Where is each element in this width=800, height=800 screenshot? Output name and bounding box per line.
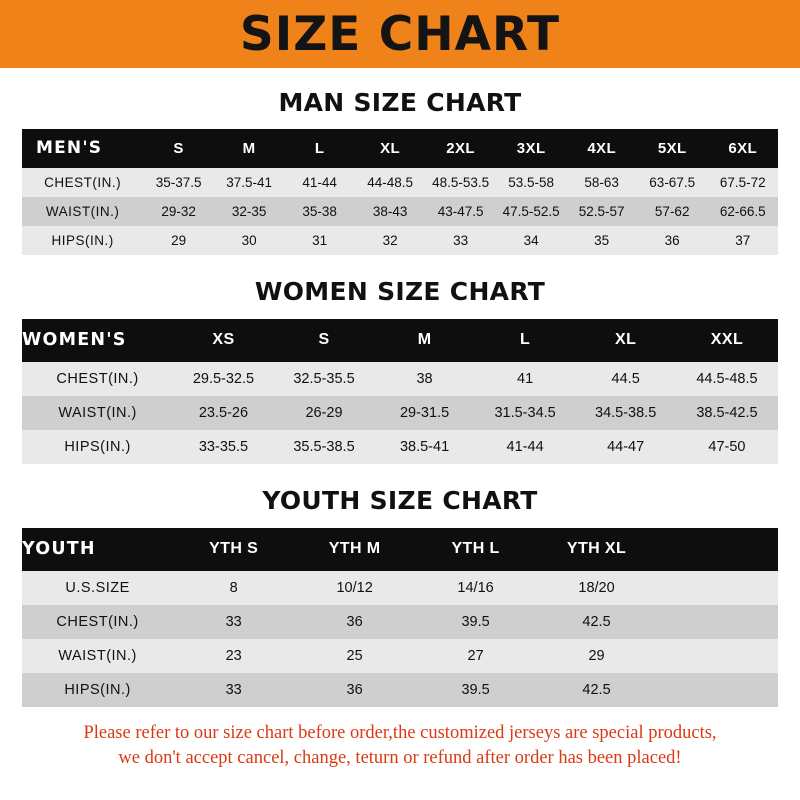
cell: 35-38 <box>302 204 337 219</box>
cell: 57-62 <box>654 204 690 219</box>
footer-note <box>22 721 778 779</box>
cell: 27 <box>467 648 484 664</box>
column-header: YTH S <box>209 540 259 557</box>
column-header: 6XL <box>728 139 758 157</box>
cell: 33 <box>225 614 242 630</box>
cell: 26-29 <box>305 405 343 421</box>
cell: 30 <box>241 233 257 248</box>
footer-line-1: Please refer to our size chart before order,the customized jerseys are special products, <box>83 723 717 743</box>
column-header: YOUTH <box>22 539 96 559</box>
cell: 44-48.5 <box>367 175 414 190</box>
column-header: M <box>242 139 256 157</box>
cell: 43-47.5 <box>437 204 484 219</box>
cell: 29-32 <box>161 204 196 219</box>
column-header: L <box>314 139 325 157</box>
row-label: CHEST(IN.) <box>56 371 139 387</box>
cell: 32 <box>382 233 398 248</box>
cell: 33 <box>225 682 242 698</box>
column-header: 2XL <box>446 139 475 157</box>
cell: 41-44 <box>302 175 337 190</box>
table-row <box>22 571 778 605</box>
column-header: XXL <box>710 331 744 348</box>
cell: 35-37.5 <box>155 175 202 190</box>
table-row <box>22 673 778 707</box>
cell <box>657 639 778 673</box>
footer-line-2: we don't accept cancel, change, teturn or refund after order has been placed! <box>118 747 682 768</box>
cell: 32.5-35.5 <box>293 371 355 387</box>
cell: 35.5-38.5 <box>293 439 355 455</box>
cell: 32-35 <box>231 204 267 219</box>
cell: 29 <box>171 233 187 248</box>
column-header: XL <box>615 331 637 348</box>
cell: 35 <box>594 233 610 248</box>
cell <box>657 673 778 707</box>
column-header: XS <box>212 331 235 348</box>
table-row <box>22 605 778 639</box>
cell: 36 <box>346 682 363 698</box>
cell: 34 <box>523 233 539 248</box>
column-header: M <box>417 331 432 348</box>
cell: 38.5-41 <box>399 439 450 455</box>
cell: 25 <box>346 648 363 664</box>
cell: 37.5-41 <box>226 175 272 190</box>
row-label: HIPS(IN.) <box>51 233 114 248</box>
page-title: SIZE CHART <box>239 6 561 62</box>
cell: 39.5 <box>461 614 490 630</box>
column-header: YTH M <box>328 540 381 557</box>
cell: 38-43 <box>372 204 408 219</box>
table-row <box>22 197 778 226</box>
cell: 42.5 <box>582 614 611 630</box>
column-header: MEN'S <box>36 138 103 158</box>
table-row <box>22 168 778 197</box>
table-row <box>22 430 778 464</box>
men-section-title: MAN SIZE CHART <box>278 88 522 117</box>
table-header-row <box>22 319 778 362</box>
column-header: YTH XL <box>566 540 627 557</box>
cell: 36 <box>346 614 363 630</box>
table-row <box>22 396 778 430</box>
column-header: XL <box>380 139 401 157</box>
cell: 33 <box>453 233 469 248</box>
row-label: WAIST(IN.) <box>45 204 120 219</box>
column-header: S <box>173 139 184 157</box>
row-label: HIPS(IN.) <box>64 682 131 698</box>
cell: 29-31.5 <box>399 405 450 421</box>
youth-size-table <box>22 528 778 707</box>
cell: 41-44 <box>506 439 544 455</box>
row-label: WAIST(IN.) <box>58 648 137 664</box>
column-header <box>657 528 778 571</box>
cell: 47.5-52.5 <box>502 204 560 219</box>
cell: 44-47 <box>607 439 645 455</box>
table-row <box>22 362 778 396</box>
cell: 58-63 <box>584 175 619 190</box>
cell: 67.5-72 <box>719 175 766 190</box>
cell: 63-67.5 <box>649 175 696 190</box>
women-section-title: WOMEN SIZE CHART <box>254 277 546 306</box>
cell: 31 <box>312 233 328 248</box>
cell <box>657 571 778 605</box>
chart-content <box>0 68 800 800</box>
table-row <box>22 639 778 673</box>
cell: 29.5-32.5 <box>192 371 255 387</box>
table-row <box>22 226 778 255</box>
cell: 23.5-26 <box>198 405 249 421</box>
cell: 14/16 <box>457 580 494 596</box>
cell <box>657 605 778 639</box>
cell: 31.5-34.5 <box>494 405 556 421</box>
cell: 42.5 <box>582 682 611 698</box>
row-label: HIPS(IN.) <box>64 439 131 455</box>
women-size-table <box>22 319 778 464</box>
cell: 23 <box>225 648 242 664</box>
column-header: 5XL <box>657 139 687 157</box>
cell: 44.5 <box>611 371 640 387</box>
cell: 38 <box>416 371 433 387</box>
cell: 39.5 <box>461 682 490 698</box>
cell: 29 <box>588 648 605 664</box>
cell: 10/12 <box>336 580 373 596</box>
cell: 53.5-58 <box>508 175 555 190</box>
cell: 34.5-38.5 <box>595 405 657 421</box>
column-header: 3XL <box>516 139 546 157</box>
column-header: S <box>318 331 330 348</box>
table-header-row <box>22 129 778 168</box>
cell: 33-35.5 <box>198 439 249 455</box>
page-banner <box>0 0 800 68</box>
cell: 8 <box>229 580 238 596</box>
cell: 18/20 <box>578 580 615 596</box>
cell: 37 <box>735 233 751 248</box>
men-size-table <box>22 129 778 255</box>
table-header-row <box>22 528 778 571</box>
cell: 41 <box>517 371 534 387</box>
youth-section-title: YOUTH SIZE CHART <box>262 486 538 515</box>
column-header: WOMEN'S <box>22 330 127 350</box>
cell: 44.5-48.5 <box>696 371 758 387</box>
cell: 48.5-53.5 <box>432 175 490 190</box>
cell: 47-50 <box>708 439 746 455</box>
row-label: CHEST(IN.) <box>56 614 139 630</box>
cell: 62-66.5 <box>719 204 766 219</box>
row-label: CHEST(IN.) <box>44 175 122 190</box>
column-header: YTH L <box>451 540 500 557</box>
row-label: U.S.SIZE <box>65 580 130 596</box>
column-header: 4XL <box>587 139 617 157</box>
row-label: WAIST(IN.) <box>58 405 137 421</box>
column-header: L <box>520 331 531 348</box>
cell: 38.5-42.5 <box>696 405 758 421</box>
cell: 52.5-57 <box>578 204 625 219</box>
cell: 36 <box>664 233 680 248</box>
